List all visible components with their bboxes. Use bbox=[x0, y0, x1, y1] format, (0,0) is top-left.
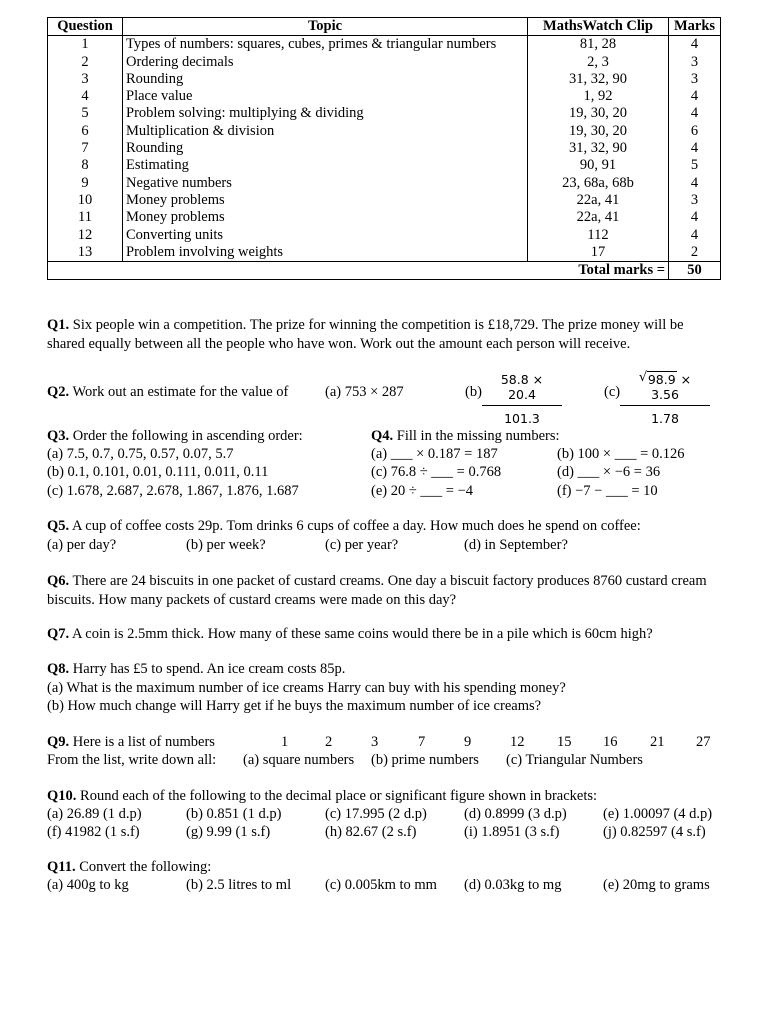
header-topic: Topic bbox=[123, 18, 528, 36]
row-topic: Ordering decimals bbox=[123, 54, 528, 71]
header-marks: Marks bbox=[669, 18, 721, 36]
question-7 bbox=[47, 625, 653, 643]
row-clip: 31, 32, 90 bbox=[528, 71, 669, 88]
q4-part-c: (c) 76.8 ÷ ___ = 0.768 bbox=[371, 464, 502, 480]
q7-label: Q7. bbox=[47, 626, 70, 642]
row-clip: 81, 28 bbox=[528, 36, 669, 54]
total-label: Total marks = bbox=[528, 262, 669, 280]
row-question: 8 bbox=[48, 157, 123, 174]
row-question: 4 bbox=[48, 88, 123, 105]
q4-part-d: (d) ___ × −6 = 36 bbox=[557, 464, 661, 480]
question-5 bbox=[47, 517, 641, 535]
question-11 bbox=[47, 858, 211, 876]
row-marks: 4 bbox=[669, 227, 721, 244]
row-question: 9 bbox=[48, 175, 123, 192]
row-question: 2 bbox=[48, 54, 123, 71]
row-topic: Place value bbox=[123, 88, 528, 105]
q11-text: Convert the following: bbox=[75, 859, 212, 875]
q9-number: 7 bbox=[418, 734, 426, 750]
row-clip: 22a, 41 bbox=[528, 192, 669, 209]
row-question: 1 bbox=[48, 36, 123, 54]
total-row bbox=[48, 262, 721, 280]
question-1 bbox=[47, 316, 722, 354]
row-topic: Rounding bbox=[123, 71, 528, 88]
row-topic: Negative numbers bbox=[123, 175, 528, 192]
q4-part-e: (e) 20 ÷ ___ = −4 bbox=[371, 483, 474, 499]
table-row bbox=[48, 175, 721, 192]
row-topic: Types of numbers: squares, cubes, primes & triangular numbers bbox=[123, 36, 528, 54]
row-topic: Converting units bbox=[123, 227, 528, 244]
table-row bbox=[48, 54, 721, 71]
table-row bbox=[48, 209, 721, 226]
q9-number: 9 bbox=[464, 734, 472, 750]
q9-instruction: From the list, write down all: bbox=[47, 752, 217, 768]
row-marks: 4 bbox=[669, 105, 721, 122]
row-question: 3 bbox=[48, 71, 123, 88]
q3-item-b: (b) 0.1, 0.101, 0.01, 0.111, 0.011, 0.11 bbox=[47, 464, 269, 480]
row-clip: 23, 68a, 68b bbox=[528, 175, 669, 192]
q10-part: (f) 41982 (1 s.f) bbox=[47, 824, 140, 840]
row-clip: 112 bbox=[528, 227, 669, 244]
row-clip: 1, 92 bbox=[528, 88, 669, 105]
q9-text: Here is a list of numbers bbox=[69, 734, 215, 750]
topics-table bbox=[47, 17, 721, 280]
q11-part: (d) 0.03kg to mg bbox=[464, 877, 562, 893]
q10-part: (j) 0.82597 (4 s.f) bbox=[603, 824, 706, 840]
q9-number: 2 bbox=[325, 734, 333, 750]
row-topic: Multiplication & division bbox=[123, 123, 528, 140]
q11-label: Q11. bbox=[47, 859, 76, 875]
q5-label: Q5. bbox=[47, 518, 70, 534]
row-clip: 31, 32, 90 bbox=[528, 140, 669, 157]
q2-c-rest: × 3.56 bbox=[651, 372, 692, 402]
q2-b-numerator: 58.8 × 20.4 bbox=[500, 372, 544, 402]
table-row bbox=[48, 157, 721, 174]
row-question: 6 bbox=[48, 123, 123, 140]
q6-label: Q6. bbox=[47, 573, 70, 589]
q2-text: Work out an estimate for the value of bbox=[69, 384, 289, 400]
q2-part-c-fraction bbox=[620, 372, 710, 426]
table-header-row bbox=[48, 18, 721, 36]
header-question: Question bbox=[48, 18, 123, 36]
q2-c-radicand: 98.9 bbox=[647, 372, 676, 387]
q2-label: Q2. bbox=[47, 384, 70, 400]
row-clip: 22a, 41 bbox=[528, 209, 669, 226]
q9-label: Q9. bbox=[47, 734, 70, 750]
question-4 bbox=[371, 427, 560, 445]
q2-part-a: (a) 753 × 287 bbox=[325, 384, 404, 400]
q9-number: 3 bbox=[371, 734, 379, 750]
q5-part-a: (a) per day? bbox=[47, 537, 117, 553]
q1-label: Q1. bbox=[47, 317, 70, 333]
row-topic: Estimating bbox=[123, 157, 528, 174]
row-question: 10 bbox=[48, 192, 123, 209]
q9-number: 27 bbox=[696, 734, 711, 750]
q9-number: 12 bbox=[510, 734, 525, 750]
table-row bbox=[48, 244, 721, 262]
header-clip: MathsWatch Clip bbox=[528, 18, 669, 36]
row-question: 12 bbox=[48, 227, 123, 244]
q9-number: 21 bbox=[650, 734, 665, 750]
row-marks: 5 bbox=[669, 157, 721, 174]
q2-part-b-fraction bbox=[482, 372, 562, 426]
q9-number: 15 bbox=[557, 734, 572, 750]
table-row bbox=[48, 36, 721, 54]
q8-part-a: (a) What is the maximum number of ice creams Harry can buy with his spending money? bbox=[47, 680, 566, 696]
row-marks: 4 bbox=[669, 88, 721, 105]
row-question: 13 bbox=[48, 244, 123, 262]
q10-part: (i) 1.8951 (3 s.f) bbox=[464, 824, 560, 840]
table-row bbox=[48, 192, 721, 209]
q9-part-c: (c) Triangular Numbers bbox=[506, 752, 643, 768]
q5-part-b: (b) per week? bbox=[186, 537, 266, 553]
q10-part: (h) 82.67 (2 s.f) bbox=[325, 824, 417, 840]
q10-part: (a) 26.89 (1 d.p) bbox=[47, 806, 142, 822]
row-question: 5 bbox=[48, 105, 123, 122]
q3-text: Order the following in ascending order: bbox=[69, 428, 303, 444]
row-marks: 3 bbox=[669, 54, 721, 71]
row-topic: Money problems bbox=[123, 192, 528, 209]
question-8 bbox=[47, 660, 345, 678]
q10-text: Round each of the following to the decimal place or significant figure shown in brackets: bbox=[76, 788, 598, 804]
q4-text: Fill in the missing numbers: bbox=[393, 428, 560, 444]
q11-part: (b) 2.5 litres to ml bbox=[186, 877, 292, 893]
row-question: 11 bbox=[48, 209, 123, 226]
table-row bbox=[48, 71, 721, 88]
q10-part: (e) 1.00097 (4 d.p) bbox=[603, 806, 713, 822]
table-row bbox=[48, 88, 721, 105]
row-question: 7 bbox=[48, 140, 123, 157]
q5-part-d: (d) in September? bbox=[464, 537, 568, 553]
total-value: 50 bbox=[669, 262, 721, 280]
total-blank bbox=[48, 262, 528, 280]
q10-part: (d) 0.8999 (3 d.p) bbox=[464, 806, 567, 822]
table-row bbox=[48, 227, 721, 244]
q11-part: (e) 20mg to grams bbox=[603, 877, 710, 893]
table-row bbox=[48, 140, 721, 157]
row-marks: 3 bbox=[669, 192, 721, 209]
q3-item-a: (a) 7.5, 0.7, 0.75, 0.57, 0.07, 5.7 bbox=[47, 446, 234, 462]
question-9 bbox=[47, 733, 215, 751]
q10-part: (g) 9.99 (1 s.f) bbox=[186, 824, 271, 840]
q3-label: Q3. bbox=[47, 428, 70, 444]
q8-label: Q8. bbox=[47, 661, 70, 677]
q2-part-b-label: (b) bbox=[465, 384, 482, 400]
row-marks: 4 bbox=[669, 175, 721, 192]
question-2 bbox=[47, 383, 288, 401]
q9-number: 16 bbox=[603, 734, 618, 750]
q9-part-b: (b) prime numbers bbox=[371, 752, 479, 768]
q11-part: (c) 0.005km to mm bbox=[325, 877, 437, 893]
row-marks: 3 bbox=[669, 71, 721, 88]
question-10 bbox=[47, 787, 597, 805]
q4-part-b: (b) 100 × ___ = 0.126 bbox=[557, 446, 685, 462]
q8-part-b: (b) How much change will Harry get if he buys the maximum number of ice creams? bbox=[47, 698, 542, 714]
q5-text: A cup of coffee costs 29p. Tom drinks 6 cups of coffee a day. How much does he spend on coffee: bbox=[69, 518, 641, 534]
q9-part-a: (a) square numbers bbox=[243, 752, 355, 768]
q5-part-c: (c) per year? bbox=[325, 537, 399, 553]
row-clip: 2, 3 bbox=[528, 54, 669, 71]
row-topic: Problem involving weights bbox=[123, 244, 528, 262]
q8-text: Harry has £5 to spend. An ice cream costs 85p. bbox=[69, 661, 346, 677]
q6-text: There are 24 biscuits in one packet of custard creams. One day a biscuit factory produces 8760 custard cream biscuits. How many packets of custard creams were made on this day? bbox=[47, 573, 707, 608]
q4-part-f: (f) −7 − ___ = 10 bbox=[557, 483, 658, 499]
row-clip: 17 bbox=[528, 244, 669, 262]
table-body bbox=[48, 36, 721, 262]
question-3 bbox=[47, 427, 303, 445]
table-row bbox=[48, 105, 721, 122]
row-marks: 2 bbox=[669, 244, 721, 262]
row-clip: 19, 30, 20 bbox=[528, 123, 669, 140]
row-marks: 6 bbox=[669, 123, 721, 140]
row-clip: 90, 91 bbox=[528, 157, 669, 174]
row-topic: Money problems bbox=[123, 209, 528, 226]
q4-label: Q4. bbox=[371, 428, 394, 444]
q1-text: Six people win a competition. The prize for winning the competition is £18,729. The prize money will be shared equally between all the people who have won. Work out the amount each person will receive. bbox=[47, 317, 684, 352]
q2-part-c-label: (c) bbox=[604, 384, 621, 400]
q10-part: (b) 0.851 (1 d.p) bbox=[186, 806, 282, 822]
row-topic: Problem solving: multiplying & dividing bbox=[123, 105, 528, 122]
q10-part: (c) 17.995 (2 d.p) bbox=[325, 806, 427, 822]
row-marks: 4 bbox=[669, 209, 721, 226]
q3-item-c: (c) 1.678, 2.687, 2.678, 1.867, 1.876, 1.687 bbox=[47, 483, 299, 499]
q2-b-denominator: 101.3 bbox=[482, 405, 562, 426]
q11-part: (a) 400g to kg bbox=[47, 877, 129, 893]
q4-part-a: (a) ___ × 0.187 = 187 bbox=[371, 446, 498, 462]
question-6 bbox=[47, 572, 722, 610]
row-marks: 4 bbox=[669, 140, 721, 157]
q2-c-numerator bbox=[620, 372, 710, 405]
row-marks: 4 bbox=[669, 36, 721, 54]
q10-label: Q10. bbox=[47, 788, 77, 804]
row-topic: Rounding bbox=[123, 140, 528, 157]
q9-number: 1 bbox=[281, 734, 289, 750]
table-row bbox=[48, 123, 721, 140]
q7-text: A coin is 2.5mm thick. How many of these same coins would there be in a pile which is 60cm high? bbox=[69, 626, 653, 642]
q2-c-denominator: 1.78 bbox=[620, 405, 710, 426]
square-root-icon: √ 98.9 bbox=[638, 370, 676, 387]
row-clip: 19, 30, 20 bbox=[528, 105, 669, 122]
